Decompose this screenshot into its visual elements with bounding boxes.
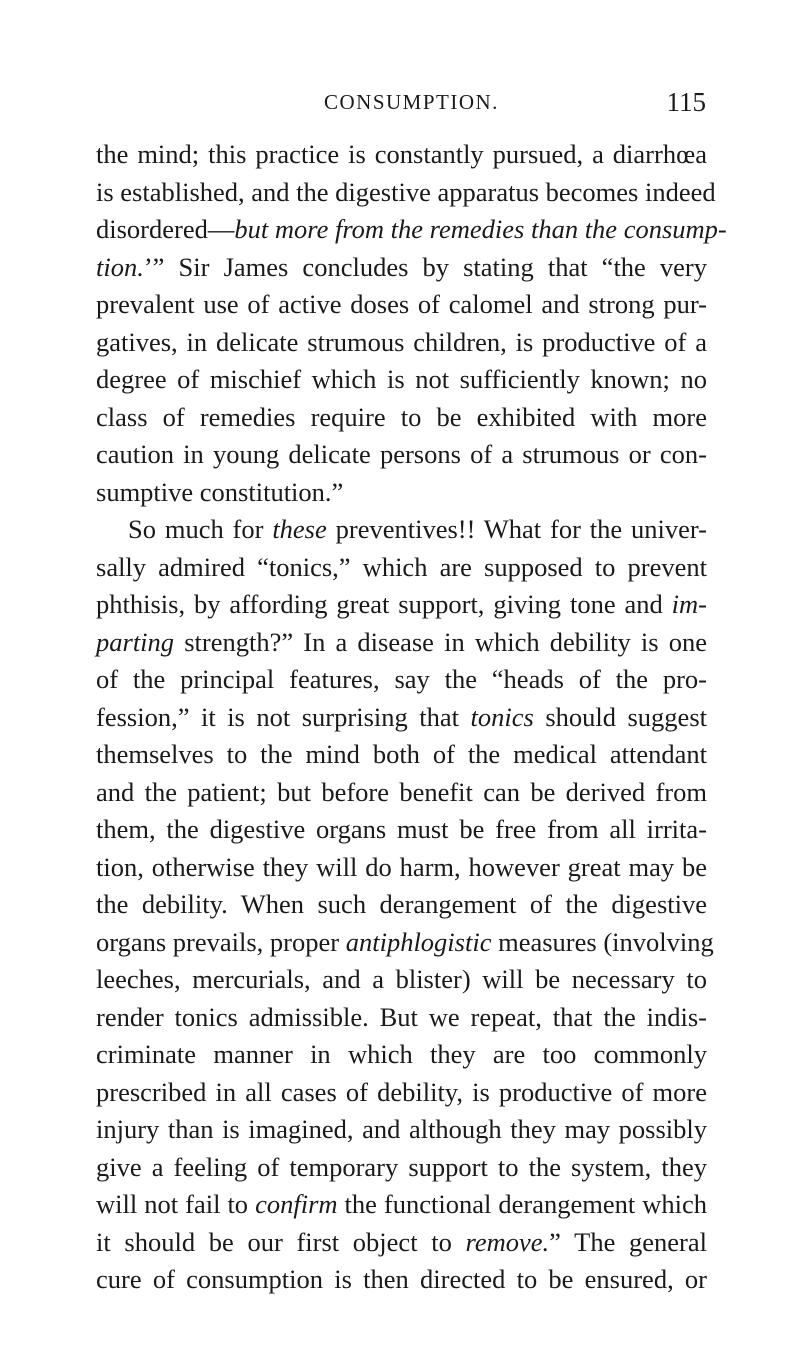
text-line: leeches, mercurials, and a blister) will be necessary to	[96, 964, 707, 994]
text-line: give a feeling of temporary support to the system, they	[96, 1151, 707, 1182]
text-line	[96, 1224, 707, 1262]
text-line: the debility. When such derangement of the digestive	[96, 889, 707, 919]
text-line: prevalent use of active doses of calomel and strong pur-	[96, 289, 707, 319]
italic-text: tion.	[96, 251, 144, 282]
text-line	[96, 586, 707, 624]
text-line	[96, 624, 707, 662]
text-line: and the patient; but before benefit can be derived from	[96, 776, 707, 807]
text-run: fession,” it is not surprising that	[96, 701, 471, 732]
text-line	[96, 699, 707, 737]
text-line	[96, 211, 727, 249]
text-run: should suggest	[533, 701, 707, 732]
text-line: injury than is imagined, and although they may possibly	[96, 1114, 707, 1144]
text-line	[96, 249, 707, 287]
text-line: class of remedies require to be exhibited with more	[96, 401, 707, 432]
text-line: cure of consumption is then directed to be ensured, or	[96, 1264, 707, 1294]
text-line: is established, and the digestive apparatus becomes indeed	[96, 176, 716, 207]
body-text	[96, 136, 727, 1299]
text-line: sally admired “tonics,” which are supposed to prevent	[96, 551, 707, 582]
text-run: will not fail to	[96, 1189, 256, 1219]
text-line: sumptive constitution.”	[96, 476, 344, 507]
italic-text: these	[272, 514, 327, 544]
page-number: 115	[666, 87, 706, 117]
text-run: disordered—	[96, 214, 235, 244]
text-line: render tonics admissible. But we repeat, that the indis-	[96, 1001, 707, 1032]
text-line	[96, 511, 707, 549]
text-line	[96, 924, 714, 962]
text-line: of the principal features, say the “heads of the pro-	[96, 664, 707, 694]
text-run: strength?” In a disease in which debility is one	[174, 626, 707, 657]
text-run: ” The general	[549, 1226, 707, 1257]
text-line: prescribed in all cases of debility, is productive of more	[96, 1076, 707, 1107]
text-line	[96, 1186, 707, 1224]
italic-text: tonics	[470, 701, 534, 732]
italic-text: confirm	[255, 1189, 338, 1219]
text-run: measures (involving	[491, 926, 714, 957]
text-run: it should be our first object to	[96, 1226, 466, 1257]
chapter-title: CONSUMPTION.	[324, 90, 499, 114]
italic-text: remove.	[465, 1226, 550, 1257]
italic-text: im-	[671, 589, 707, 619]
text-line: degree of mischief which is not sufficiently known; no	[96, 364, 707, 394]
text-line: the mind; this practice is constantly pursued, a diarrhœa	[96, 139, 707, 169]
text-line: them, the digestive organs must be free from all irrita-	[96, 814, 707, 844]
italic-text: parting	[96, 626, 175, 657]
italic-text: antiphlogistic	[345, 926, 492, 957]
text-run: preventives!! What for the univer-	[326, 514, 707, 544]
text-line: gatives, in delicate strumous children, is productive of a	[96, 326, 707, 357]
running-head	[0, 87, 800, 120]
text-run: the functional derangement which	[337, 1189, 707, 1219]
text-run: So much for	[128, 514, 273, 544]
text-line: themselves to the mind both of the medical attendant	[96, 739, 707, 769]
italic-text: but more from the remedies than the consump-	[234, 214, 727, 244]
text-line: caution in young delicate persons of a strumous or con-	[96, 439, 707, 469]
text-line: criminate manner in which they are too commonly	[96, 1039, 707, 1069]
text-run: ’” Sir James concludes by stating that “the very	[143, 251, 707, 282]
text-line: tion, otherwise they will do harm, however great may be	[96, 851, 707, 882]
text-run: phthisis, by affording great support, giving tone and	[96, 589, 672, 619]
text-run: organs prevails, proper	[96, 926, 346, 957]
